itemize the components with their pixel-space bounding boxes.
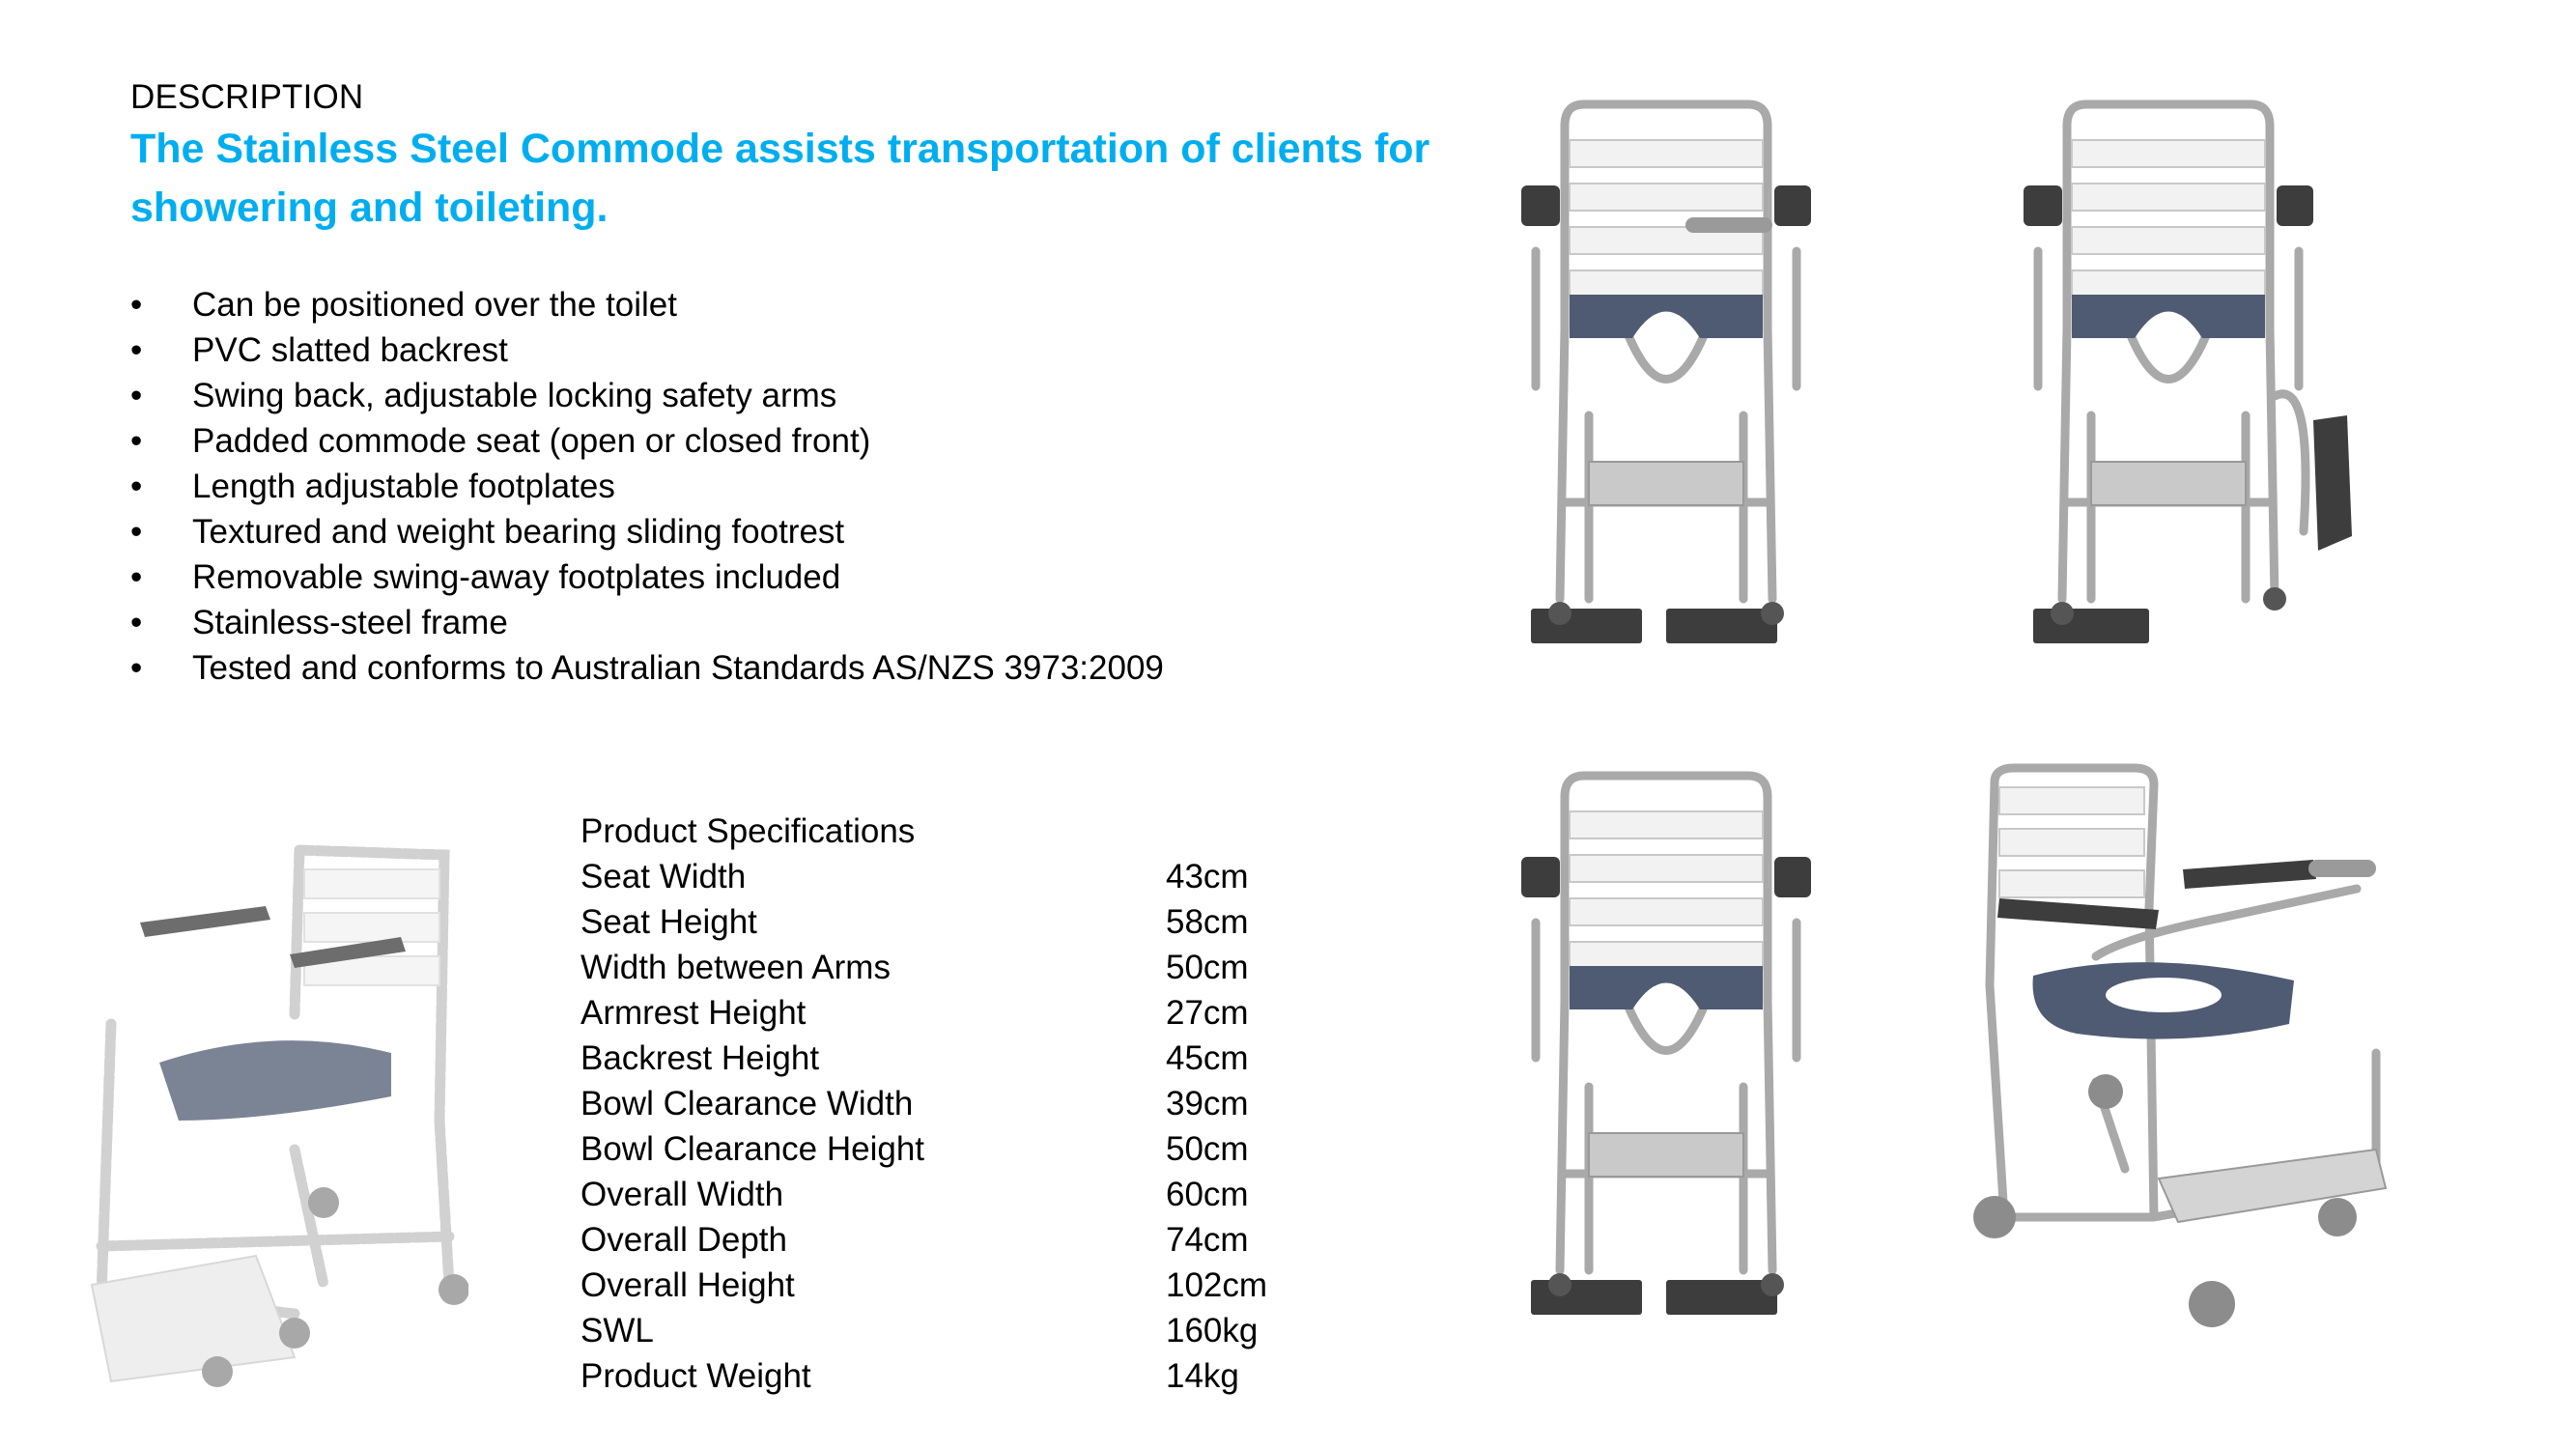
feature-text: Removable swing-away footplates included — [192, 558, 841, 596]
spec-value: 43cm — [1166, 858, 1249, 895]
spec-row — [580, 990, 1359, 1036]
bullet-icon: • — [130, 331, 143, 369]
feature-text: Swing back, adjustable locking safety arms — [192, 377, 837, 414]
bullet-icon: • — [130, 377, 143, 414]
feature-text: Can be positioned over the toilet — [192, 286, 677, 324]
commode-angle-illustration-2 — [1970, 763, 2395, 1343]
spec-row — [580, 899, 1359, 945]
spec-value: 50cm — [1166, 949, 1249, 986]
commode-front-illustration-2 — [1521, 768, 1811, 1319]
feature-item — [130, 327, 1164, 373]
spec-row — [580, 1172, 1359, 1217]
feature-text: Stainless-steel frame — [192, 604, 508, 641]
spec-value: 74cm — [1166, 1221, 1249, 1259]
spec-value: 39cm — [1166, 1085, 1249, 1122]
spec-value: 14kg — [1166, 1357, 1239, 1395]
feature-list — [130, 282, 1164, 691]
feature-item — [130, 554, 1164, 600]
spec-row — [580, 945, 1359, 990]
bullet-icon: • — [130, 649, 143, 687]
spec-label: Armrest Height — [580, 994, 807, 1032]
spec-label: Overall Height — [580, 1266, 795, 1304]
bullet-icon: • — [130, 468, 143, 505]
feature-text: Padded commode seat (open or closed front) — [192, 422, 871, 460]
commode-angle-illustration — [72, 831, 468, 1391]
spec-row — [580, 1353, 1359, 1399]
spec-label: Bowl Clearance Height — [580, 1130, 925, 1168]
spec-label: SWL — [580, 1312, 654, 1350]
spec-value: 102cm — [1166, 1266, 1268, 1304]
feature-item — [130, 418, 1164, 464]
spec-value: 45cm — [1166, 1039, 1249, 1077]
product-photo-angle-faded — [72, 831, 468, 1391]
bullet-icon: • — [130, 286, 143, 324]
spec-table — [580, 809, 1359, 1399]
spec-label: Seat Width — [580, 858, 747, 895]
spec-value: 27cm — [1166, 994, 1249, 1032]
spec-label: Bowl Clearance Width — [580, 1085, 914, 1122]
product-photo-swing-away — [2024, 97, 2371, 647]
bullet-icon: • — [130, 604, 143, 641]
spec-label: Seat Height — [580, 903, 757, 941]
spec-label: Width between Arms — [580, 949, 891, 986]
product-photo-angle — [1970, 763, 2395, 1343]
spec-title: Product Specifications — [580, 812, 916, 850]
bullet-icon: • — [130, 558, 143, 596]
feature-item — [130, 645, 1164, 691]
commode-swingaway-illustration — [2024, 97, 2371, 647]
feature-text: Tested and conforms to Australian Standards AS/NZS 3973:2009 — [192, 649, 1164, 687]
feature-item — [130, 509, 1164, 554]
spec-value: 160kg — [1166, 1312, 1259, 1350]
spec-value: 58cm — [1166, 903, 1249, 941]
commode-front-illustration — [1521, 97, 1811, 647]
spec-row — [580, 1217, 1359, 1263]
spec-value: 60cm — [1166, 1176, 1249, 1213]
spec-label: Backrest Height — [580, 1039, 820, 1077]
spec-row — [580, 1263, 1359, 1308]
feature-text: Length adjustable footplates — [192, 468, 615, 505]
feature-item — [130, 282, 1164, 327]
bullet-icon: • — [130, 513, 143, 551]
spec-label: Overall Width — [580, 1176, 784, 1213]
feature-item — [130, 600, 1164, 645]
product-photo-front-2 — [1521, 768, 1811, 1319]
spec-row — [580, 1308, 1359, 1353]
bullet-icon: • — [130, 422, 143, 460]
feature-item — [130, 373, 1164, 418]
feature-item — [130, 464, 1164, 509]
spec-label: Product Weight — [580, 1357, 811, 1395]
headline: The Stainless Steel Commode assists transportation of clients for showering and toileting. — [130, 126, 1430, 231]
section-label: DESCRIPTION — [130, 78, 364, 116]
feature-text: PVC slatted backrest — [192, 331, 508, 369]
spec-value: 50cm — [1166, 1130, 1249, 1168]
spec-row — [580, 854, 1359, 899]
feature-text: Textured and weight bearing sliding footrest — [192, 513, 845, 551]
spec-label: Overall Depth — [580, 1221, 787, 1259]
product-photo-front — [1521, 97, 1811, 647]
spec-row — [580, 1081, 1359, 1126]
spec-row — [580, 1036, 1359, 1081]
spec-row — [580, 1126, 1359, 1172]
